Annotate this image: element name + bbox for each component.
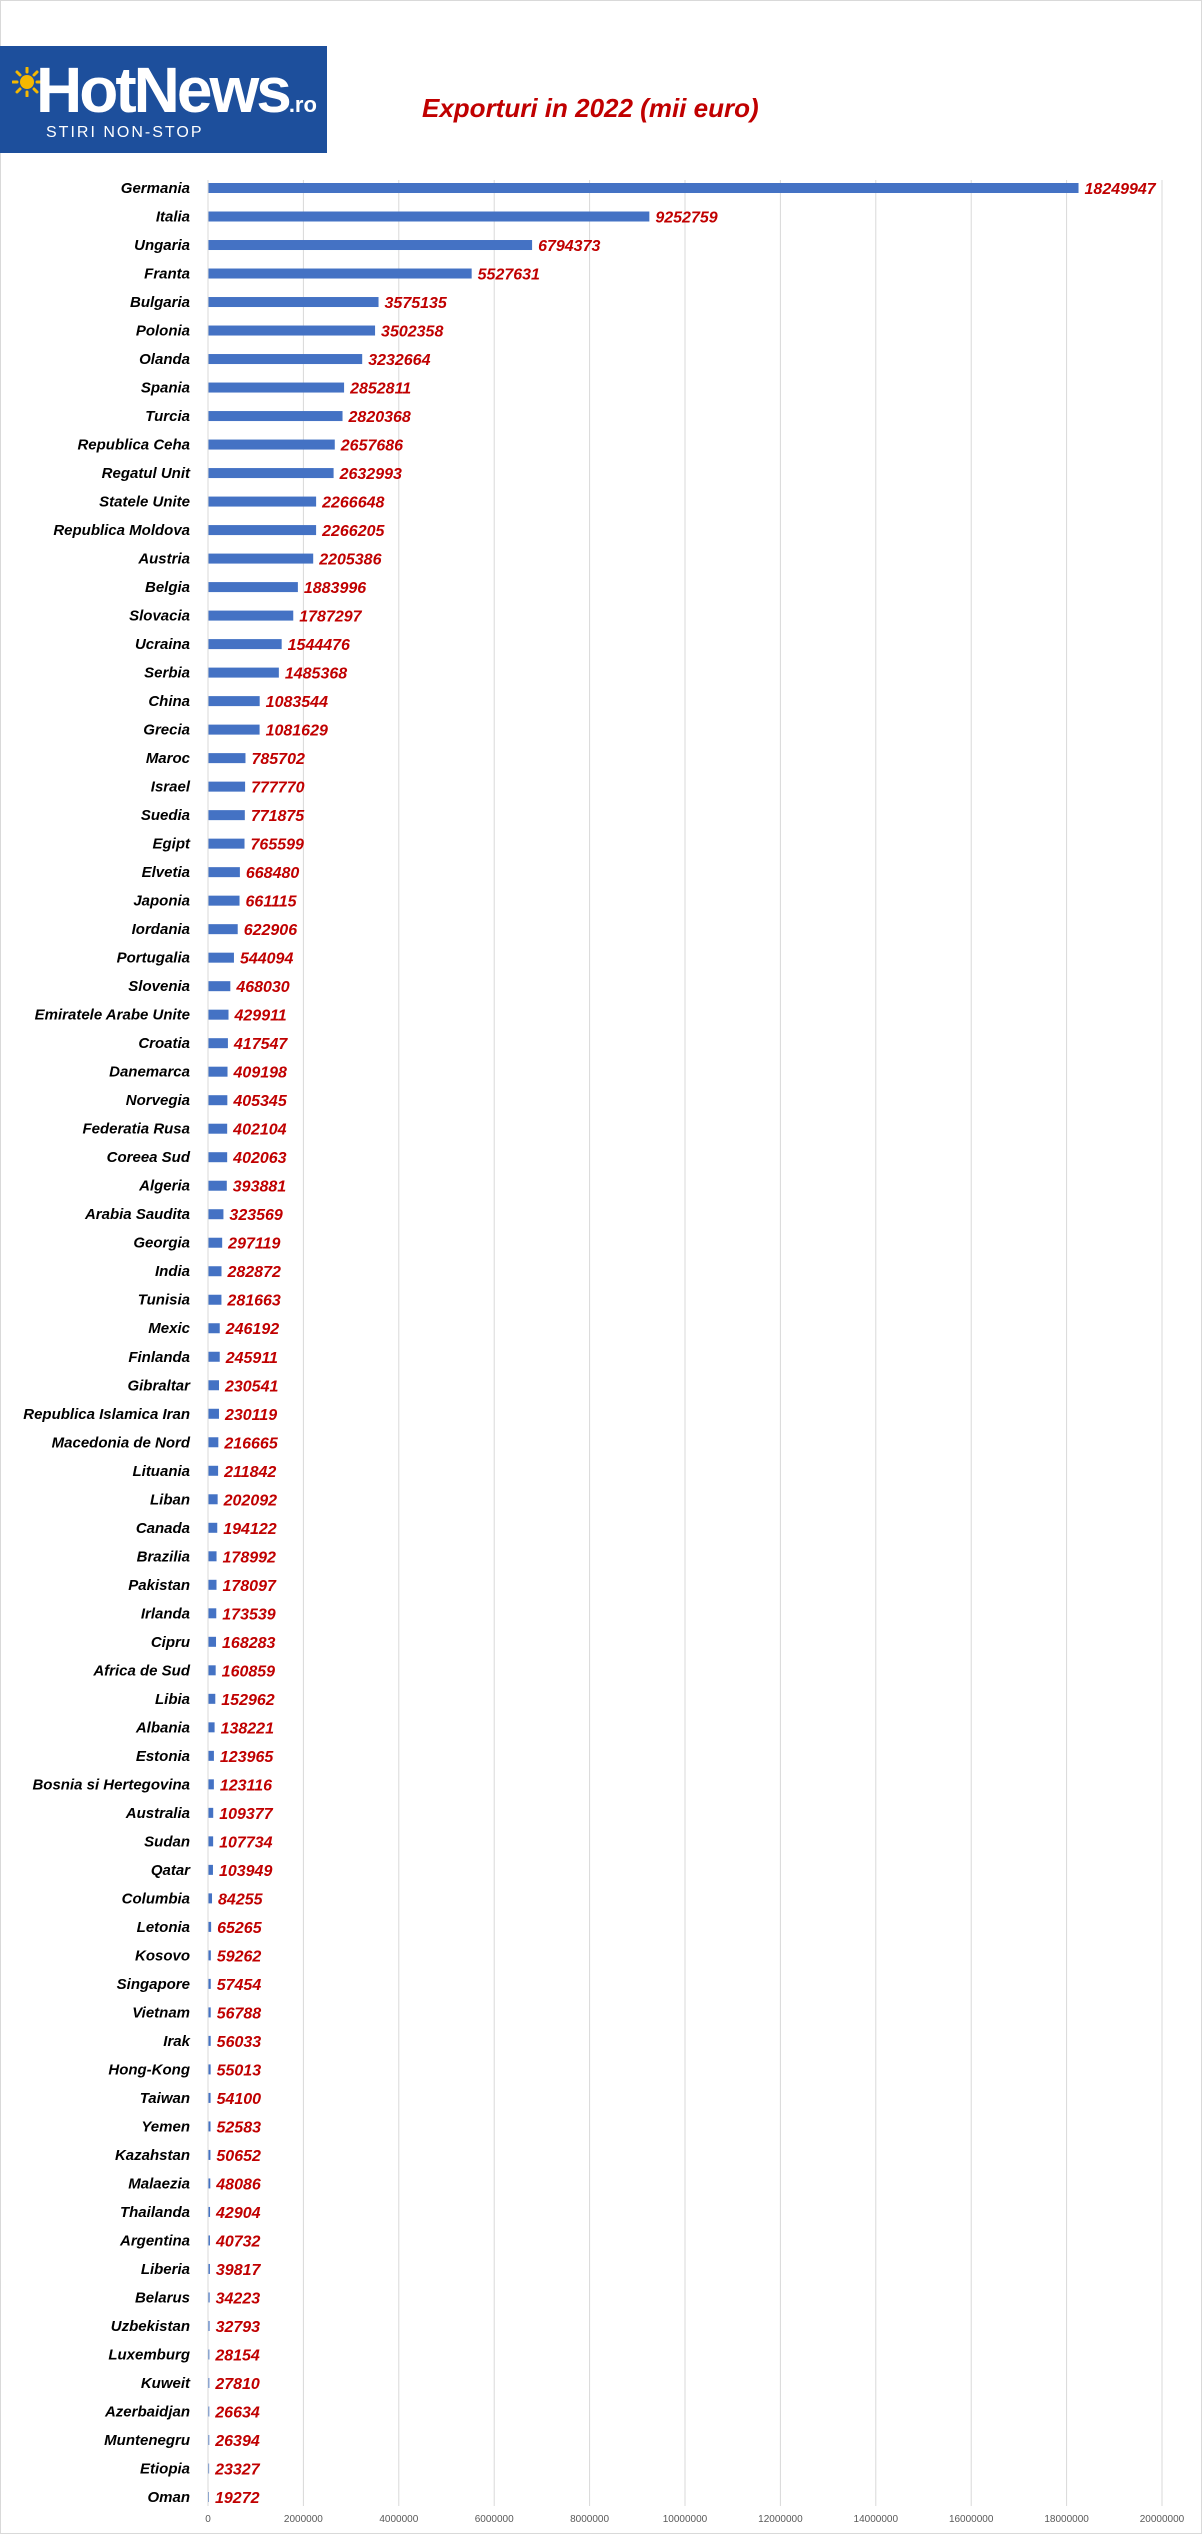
x-tick-label: 2000000	[283, 2514, 323, 2525]
category-label: Norvegia	[125, 1092, 190, 1110]
bar	[208, 497, 316, 507]
category-label: Coreea Sud	[106, 1149, 190, 1167]
data-label: 2266205	[322, 523, 385, 541]
data-label: 2266648	[322, 494, 385, 512]
data-label: 417547	[233, 1036, 288, 1054]
category-label: Iordania	[131, 921, 190, 939]
bar	[208, 383, 344, 393]
category-label: Canada	[135, 1519, 190, 1537]
data-label: 26634	[215, 2404, 260, 2422]
category-label: Grecia	[143, 721, 190, 739]
data-label: 211842	[224, 1463, 277, 1481]
category-label: Republica Islamica Iran	[23, 1405, 190, 1423]
category-label: Maroc	[145, 750, 190, 768]
bar	[208, 1722, 215, 1732]
category-label: Qatar	[150, 1861, 190, 1879]
category-label: Yemen	[141, 2118, 190, 2136]
category-label: Thailanda	[119, 2203, 190, 2221]
category-label: Turcia	[145, 408, 190, 426]
data-label: 160859	[221, 1663, 276, 1681]
data-label: 402104	[233, 1121, 287, 1139]
category-label: Arabia Saudita	[84, 1206, 190, 1224]
bar	[208, 611, 293, 621]
x-tick-label: 0	[205, 2514, 211, 2525]
bar	[208, 212, 649, 222]
category-label: Danemarca	[109, 1063, 190, 1081]
category-label: Malaezia	[128, 2175, 190, 2193]
category-label: Georgia	[133, 1234, 190, 1252]
bar	[208, 1608, 216, 1618]
data-label: 2820368	[348, 409, 411, 427]
category-label: Slovenia	[128, 978, 190, 996]
category-label: Kuweit	[140, 2374, 190, 2392]
x-tick-label: 16000000	[948, 2514, 994, 2525]
bar	[208, 1124, 227, 1134]
bar	[208, 297, 379, 307]
category-label: Regatul Unit	[101, 465, 190, 483]
category-label: Gibraltar	[127, 1377, 190, 1395]
category-label: Japonia	[133, 892, 190, 910]
data-label: 54100	[216, 2090, 262, 2108]
category-label: Liban	[150, 1491, 190, 1509]
data-label: 48086	[216, 2176, 261, 2194]
data-label: 138221	[220, 1720, 274, 1738]
bar	[208, 1665, 216, 1675]
bar	[208, 1893, 212, 1903]
category-label: Pakistan	[128, 1576, 190, 1594]
category-label: Germania	[120, 180, 190, 197]
data-label: 6794373	[538, 238, 601, 256]
category-label: Macedonia de Nord	[51, 1434, 190, 1452]
data-label: 282872	[227, 1264, 281, 1282]
data-label: 173539	[222, 1606, 276, 1624]
data-label: 109377	[219, 1805, 273, 1823]
bar	[208, 981, 230, 991]
category-label: Taiwan	[139, 2089, 190, 2107]
data-label: 152962	[221, 1691, 275, 1709]
data-label: 202092	[223, 1492, 278, 1510]
category-label: Algeria	[139, 1177, 190, 1195]
category-label: Oman	[147, 2489, 190, 2506]
data-label: 668480	[245, 865, 300, 883]
category-label: Republica Ceha	[77, 436, 190, 454]
bar	[208, 1551, 217, 1561]
category-label: Brazilia	[136, 1548, 190, 1566]
bar	[208, 326, 375, 336]
category-label: Tunisia	[137, 1291, 190, 1309]
category-label: Libia	[154, 1690, 190, 1708]
bar	[208, 753, 245, 763]
data-label: 1544476	[287, 637, 350, 655]
category-label: Statele Unite	[99, 493, 190, 511]
data-label: 2852811	[350, 380, 412, 398]
category-label: Suedia	[140, 807, 190, 825]
bar	[208, 1095, 227, 1105]
data-label: 5527631	[477, 266, 540, 284]
data-label: 50652	[216, 2147, 261, 2165]
bar	[208, 924, 238, 934]
category-label: Portugalia	[116, 949, 190, 967]
data-label: 56033	[216, 2033, 262, 2051]
data-label: 3575135	[384, 295, 447, 313]
bar	[208, 1808, 213, 1818]
category-label: Emiratele Arabe Unite	[34, 1006, 190, 1024]
category-label: Spania	[140, 379, 190, 397]
bar	[208, 1152, 227, 1162]
data-label: 468030	[236, 979, 290, 997]
data-label: 59262	[216, 1948, 262, 1966]
data-label: 27810	[215, 2375, 260, 2393]
data-label: 2657686	[340, 437, 404, 455]
data-label: 178992	[222, 1549, 276, 1567]
category-label: Belgia	[144, 579, 190, 597]
bar	[208, 183, 1079, 193]
category-label: Irak	[163, 2032, 190, 2050]
bar	[208, 1380, 219, 1390]
data-label: 1787297	[299, 608, 362, 626]
bar	[208, 639, 282, 649]
data-label: 107734	[219, 1834, 273, 1852]
category-label: Austria	[138, 550, 190, 568]
logo-suffix: .ro	[288, 92, 317, 117]
category-label: Israel	[150, 778, 190, 796]
bar	[208, 867, 240, 877]
data-label: 2205386	[319, 551, 382, 569]
data-label: 52583	[216, 2119, 262, 2137]
data-label: 429911	[234, 1007, 287, 1025]
bar	[208, 1437, 218, 1447]
category-label: Bulgaria	[129, 294, 190, 312]
category-label: Liberia	[140, 2260, 190, 2278]
bar	[208, 269, 472, 279]
data-label: 785702	[251, 751, 305, 769]
bar	[208, 1580, 216, 1590]
category-label: Etiopia	[139, 2460, 190, 2478]
category-label: Kosovo	[134, 1947, 190, 1965]
category-label: Elvetia	[141, 864, 190, 882]
bar	[208, 582, 298, 592]
bar	[208, 1865, 213, 1875]
category-label: Lituania	[132, 1462, 190, 1480]
category-label: Mexic	[148, 1320, 190, 1338]
x-tick-label: 20000000	[1139, 2514, 1185, 2525]
data-label: 28154	[215, 2347, 260, 2365]
data-label: 246192	[225, 1321, 280, 1339]
bar	[208, 953, 234, 963]
x-tick-label: 10000000	[662, 2514, 708, 2525]
bar	[208, 810, 245, 820]
category-label: Cipru	[150, 1633, 190, 1651]
category-label: India	[154, 1263, 190, 1281]
category-label: Sudan	[144, 1833, 190, 1851]
data-label: 194122	[223, 1520, 277, 1538]
category-label: Ucraina	[134, 636, 190, 654]
category-label: Belarus	[134, 2289, 190, 2307]
data-label: 3232664	[368, 352, 431, 370]
data-label: 661115	[245, 893, 297, 911]
data-label: 245911	[225, 1349, 278, 1367]
data-label: 230119	[224, 1406, 278, 1424]
category-label: Columbia	[121, 1890, 190, 1908]
category-label: Finlanda	[128, 1348, 190, 1366]
category-label: Hong-Kong	[108, 2061, 190, 2079]
category-label: Vietnam	[132, 2004, 190, 2022]
bar	[208, 1209, 223, 1219]
bar	[208, 1494, 218, 1504]
data-label: 65265	[217, 1919, 262, 1937]
data-label: 765599	[250, 836, 304, 854]
x-tick-label: 6000000	[474, 2514, 514, 2525]
data-label: 1485368	[284, 665, 348, 683]
bar	[208, 1038, 228, 1048]
data-label: 297119	[228, 1235, 281, 1253]
bar	[208, 1238, 222, 1248]
bar	[208, 1466, 218, 1476]
data-label: 39817	[215, 2261, 261, 2279]
data-label: 402063	[233, 1150, 287, 1168]
data-label: 771875	[250, 808, 305, 826]
data-label: 34223	[215, 2290, 261, 2308]
category-label: Slovacia	[129, 607, 190, 625]
data-label: 40732	[215, 2233, 261, 2251]
category-label: Letonia	[136, 1918, 190, 1936]
bar	[208, 1694, 215, 1704]
data-label: 57454	[216, 1976, 262, 1994]
data-label: 56788	[216, 2005, 262, 2023]
data-label: 103949	[218, 1862, 273, 1880]
data-label: 230541	[224, 1378, 279, 1396]
category-label: Azerbaidjan	[104, 2403, 190, 2421]
bar	[208, 440, 335, 450]
data-label: 178097	[222, 1577, 276, 1595]
category-label: Polonia	[135, 322, 190, 340]
data-label: 84255	[218, 1891, 263, 1909]
data-label: 1883996	[303, 580, 367, 598]
bar	[208, 1637, 216, 1647]
bar	[208, 354, 362, 364]
bar	[208, 668, 279, 678]
data-label: 323569	[229, 1207, 283, 1225]
category-label: Olanda	[139, 351, 190, 369]
x-tick-label: 12000000	[758, 2514, 803, 2525]
bar	[208, 1010, 229, 1020]
x-tick-label: 18000000	[1044, 2514, 1089, 2525]
data-label: 777770	[251, 779, 305, 797]
data-label: 622906	[243, 922, 298, 940]
bar	[208, 468, 334, 478]
bar	[208, 1266, 221, 1276]
data-label: 32793	[215, 2318, 261, 2336]
category-label: Kazahstan	[114, 2146, 190, 2164]
data-label: 19272	[215, 2490, 260, 2507]
category-label: Republica Moldova	[53, 522, 190, 540]
data-label: 55013	[216, 2062, 262, 2080]
data-label: 544094	[239, 950, 294, 968]
category-label: Singapore	[116, 1975, 190, 1993]
data-label: 405345	[233, 1093, 287, 1111]
data-label: 2632993	[339, 466, 402, 484]
category-label: Uzbekistan	[110, 2317, 190, 2335]
category-label: Egipt	[152, 835, 190, 853]
x-tick-label: 14000000	[853, 2514, 899, 2525]
data-label: 216665	[224, 1435, 278, 1453]
data-label: 9252759	[655, 209, 718, 227]
logo-tagline: STIRI NON-STOP	[46, 124, 204, 141]
bar	[208, 782, 245, 792]
bar	[208, 1409, 219, 1419]
data-label: 1083544	[265, 694, 328, 712]
category-label: Ungaria	[134, 237, 190, 255]
data-label: 42904	[216, 2204, 261, 2222]
category-label: Italia	[155, 208, 190, 226]
bar	[208, 725, 260, 735]
bar	[208, 554, 313, 564]
bar	[208, 839, 245, 849]
logo-brand-name: HotNews	[36, 54, 289, 126]
category-label: Albania	[135, 1719, 190, 1737]
category-label: Bosnia si Hertegovina	[32, 1776, 190, 1794]
bar	[208, 525, 316, 535]
category-label: Australia	[125, 1804, 190, 1822]
category-label: Franta	[144, 265, 190, 283]
bar	[208, 1067, 228, 1077]
category-label: Luxemburg	[108, 2346, 190, 2364]
bar	[208, 1779, 214, 1789]
bar	[208, 1352, 220, 1362]
bar	[208, 1323, 220, 1333]
data-label: 3502358	[381, 323, 444, 341]
category-label: Federatia Rusa	[82, 1120, 190, 1138]
data-label: 26394	[215, 2432, 260, 2450]
category-label: Estonia	[135, 1747, 190, 1765]
x-tick-label: 8000000	[570, 2514, 610, 2525]
data-label: 281663	[227, 1292, 281, 1310]
category-label: Serbia	[144, 664, 190, 682]
data-label: 123116	[219, 1777, 273, 1795]
data-label: 123965	[219, 1748, 274, 1766]
bar	[208, 696, 260, 706]
bar	[208, 1836, 213, 1846]
data-label: 18249947	[1084, 181, 1156, 198]
data-label: 1081629	[265, 722, 328, 740]
category-label: Muntenegru	[104, 2431, 190, 2449]
x-tick-label: 4000000	[379, 2514, 419, 2525]
data-label: 409198	[233, 1064, 287, 1082]
category-label: Croatia	[138, 1035, 190, 1053]
chart-title: Exporturi in 2022 (mii euro)	[422, 93, 759, 123]
data-label: 168283	[222, 1634, 276, 1652]
bar	[208, 240, 532, 250]
bar	[208, 411, 343, 421]
data-label: 393881	[232, 1178, 287, 1196]
category-label: Argentina	[119, 2232, 190, 2250]
category-label: Irlanda	[140, 1605, 190, 1623]
bar	[208, 1295, 221, 1305]
bar	[208, 896, 240, 906]
data-label: 23327	[215, 2461, 260, 2479]
category-label: China	[148, 693, 190, 711]
bar	[208, 1181, 227, 1191]
bar	[208, 1751, 214, 1761]
category-label: Africa de Sud	[93, 1662, 190, 1680]
bar	[208, 1523, 217, 1533]
